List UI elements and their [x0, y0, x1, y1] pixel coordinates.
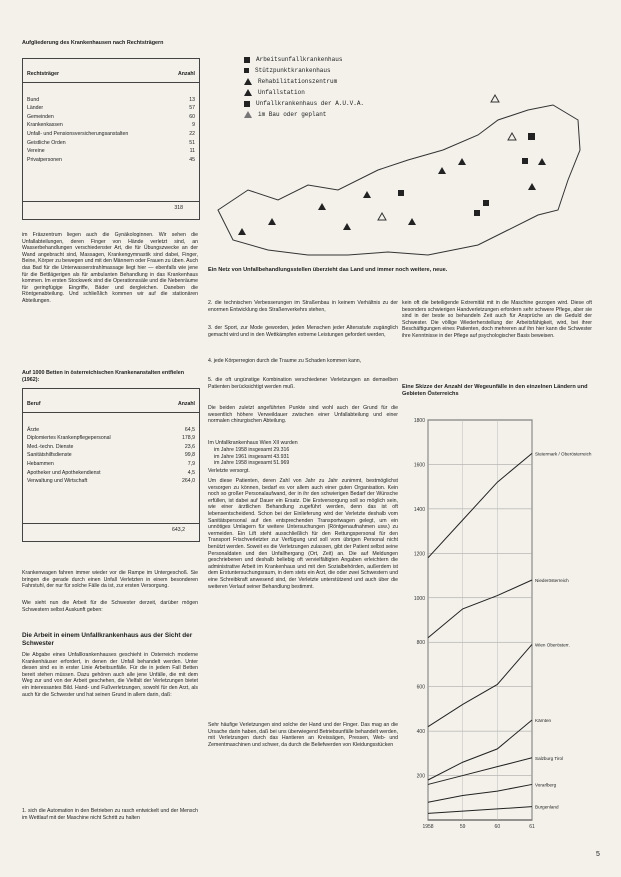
planned-markers	[378, 95, 516, 220]
table2-total: 643,2	[172, 527, 185, 533]
station-marker	[538, 158, 546, 165]
table1-title: Aufgliederung des Krankenhausen nach Rechtsträgern	[22, 40, 164, 46]
table1-col-count: Anzahl	[177, 71, 195, 77]
y-tick-label: 400	[416, 729, 425, 736]
table1-header	[23, 59, 199, 83]
stat-line: im Jahre 1958 insgesamt 29.316	[214, 447, 290, 453]
row-value: 13	[189, 96, 195, 103]
table-row	[27, 148, 195, 155]
station-marker	[363, 191, 371, 198]
hospital-marker	[528, 133, 535, 140]
station-marker	[408, 218, 416, 225]
planned-marker	[491, 95, 499, 102]
series-label: Niederösterreich	[535, 578, 569, 583]
table-row	[27, 470, 195, 477]
table1-body	[23, 83, 199, 164]
col2-para3: Um diese Patienten, deren Zahl von Jahr zu Jahr zunimmt, bestmöglichst versorgen zu können, bedarf es vor allem auch einer guten Organisation. Kein noch so großer Personalaufwand, der in ihr den schwierigen Bedarf der Wünsche erfüllen, ist dabei auf Dauer ein Ersatz. Die Erstversorgung soll so möglich sein, wie einer ärztlichen Behandlung zugeführt werden, denn das ist oft lebensentscheidend. Schon bei der Einlieferung wird der Verletzte deshalb vom Sanitätspersonal auf den entsprechenden Transportwagen gelegt, um ein unnötiges Umlagern für weitere Untersuchungen (Röntgenaufnahmen usw.) zu vermeiden. Ein Lift steht ausschließlich für den Rettungspersonal für den Transport Frischverletzter zur Verfügung und soll vom übrigen Personal nicht benützt werden. Soweit es die Verletzungen zulassen, gibt der Patient selbst seine Personaldaten und den Unfallhergang (Ort, Zeit) an. Die auf Meldungen geschriebenen und deshalb beliebig oft vervielfältigten Angaben erleichtern die administrative Arbeit im Krankenhaus und mit den Sozialbehörden, außerdem ist dem Erstuntersuchungsraum, in dem stets ein Arzt, die oder zwei Schwestern und eine Schreibkraft anwesend sind, der Verletzte unterstützend und auch über die weiteren Verlauf seiner Behandlung bestimmt.	[208, 478, 398, 590]
series-line	[428, 758, 532, 785]
series-label: Vorarlberg	[535, 782, 557, 788]
row-label: Ärzte	[27, 426, 40, 433]
series-line	[428, 644, 532, 726]
row-value: 60	[189, 113, 195, 120]
map-caption: Ein Netz von Unfallbehandlungsstellen überzieht das Land und immer noch weitere, neue.	[208, 267, 448, 273]
chart-title: Eine Skizze der Anzahl der Wegeunfälle in den einzelnen Ländern und Gebieten Österreichs	[402, 384, 588, 397]
table-row	[27, 140, 195, 147]
x-tick-label: 60	[494, 824, 501, 830]
page-number: 5	[596, 851, 600, 858]
table-row	[27, 122, 195, 129]
row-label: Gemeinden	[27, 113, 54, 120]
table2	[22, 388, 200, 542]
station-marker	[268, 218, 276, 225]
austria-map	[208, 40, 600, 265]
row-value: 23,6	[184, 443, 195, 450]
table2-body	[23, 413, 199, 485]
series-label: Kärnten	[535, 718, 552, 723]
planned-marker	[508, 133, 516, 140]
row-label: Sanitätshilfsdienste	[27, 452, 72, 459]
col2-para1: Die beiden zuletzt angeführten Punkte sind wohl auch der Grund für die wesentlich höhere Verweildauer zwischen einer Unfallabteilung und einer normalen chirurgischen Abteilung.	[208, 405, 398, 425]
table-row	[27, 157, 195, 164]
table-row	[27, 105, 195, 112]
map-svg	[208, 40, 600, 265]
col2-list5: 5. die oft ungünstige Kombination verschiedener Verletzungen an demselben Patienten berücksichtigt werden muß.	[208, 377, 398, 390]
row-label: Apotheker und Apothekendienst	[27, 469, 101, 476]
planned-marker	[378, 213, 386, 220]
series-label: Wien Oberösterr.	[535, 642, 570, 648]
y-tick-label: 1000	[413, 595, 425, 602]
row-value: 64,5	[184, 426, 195, 433]
series-line	[428, 784, 532, 802]
row-label: Hebammen	[27, 460, 54, 467]
legend-label: Arbeitsunfallkrankenhaus	[256, 56, 343, 63]
station-marker	[238, 228, 246, 235]
table-row	[27, 461, 195, 468]
x-tick-label: 59	[459, 824, 466, 830]
row-value: 45	[189, 156, 195, 163]
table1-total: 318	[174, 205, 183, 211]
row-label: Privatpersonen	[27, 156, 62, 163]
y-tick-label: 1600	[413, 462, 425, 469]
hospital-marker	[522, 158, 528, 164]
hospital-marker	[474, 210, 480, 216]
table2-header	[23, 389, 199, 413]
y-tick-label: 1400	[413, 506, 425, 513]
y-tick-label: 200	[416, 773, 425, 780]
legend-label: Rehabilitationszentrum	[258, 78, 338, 85]
table2-col-label: Beruf	[27, 401, 41, 407]
series-line	[428, 453, 532, 557]
hospital-marker	[398, 190, 404, 196]
col3-para1: kein oft die beteiligende Extremität mit in die Maschine gezogen wird. Diese oft besonders schwierigen Handverletzungen erfordern sehr schwere Pflege, aber sie sind in der beste so behandeln Zeit auch für Ansprüche an die Geduld der Schwester. Die völlige Wiederherstellung der Arbeitsfähigkeit, wird, bei ihrer Beschäftigungen eines Patienten, doch mehreren auf ihn hier kann die Schwester ihre Kenntnisse in der Pflege auf psychologischer Basis beweisen.	[402, 300, 592, 339]
x-tick-label: 61	[529, 824, 535, 830]
legend-label: Unfallkrankenhaus der A.U.V.A.	[256, 100, 365, 107]
row-value: 51	[189, 139, 195, 146]
station-marker	[458, 158, 466, 165]
row-value: 57	[189, 105, 195, 112]
table1	[22, 58, 200, 220]
station-marker	[528, 183, 536, 190]
y-tick-label: 1800	[413, 418, 425, 424]
table-row	[27, 427, 195, 434]
row-value: 99,8	[184, 452, 195, 459]
col2-stats	[214, 447, 394, 467]
legend-label: im Bau oder geplant	[258, 111, 327, 118]
col2-list2: 2. die technischen Verbesserungen im Straßenbau in keinem Verhältnis zu der enormen Entwicklung des Straßenverkehrs stehen,	[208, 300, 398, 313]
row-value: 264,0	[182, 478, 195, 485]
series-line	[428, 807, 532, 814]
row-label: Vereine	[27, 148, 45, 155]
row-value: 178,9	[182, 435, 195, 442]
row-label: Krankenkassen	[27, 122, 63, 129]
x-tick-label: 1958	[422, 824, 434, 830]
row-value: 22	[189, 130, 195, 137]
col1-para2: Krankenwagen fahren immer wieder vor die Rampe im Untergeschoß. Sie bringen die gerade durch einen Unfall Verletzten in einem besonderen Fahrstuhl, der nur für solche Fälle da ist, zur ersten Versorgung.	[22, 570, 198, 590]
map-markers	[238, 133, 546, 235]
table-row	[27, 444, 195, 451]
col1-para4: Die Abgabe eines Unfallkrankenhauses geschieht in Österreich moderne Krankenhäuser erfordert, in denen der Unfall behandelt werden. Unter diesen sind es in erster Linie Arbeitsunfälle. Für die in jedem Fall Betten bereit stehen müssen. Dazu gehören auch alle jene Unfälle, die mit dem Weg zur und von der Arbeit geschehen, die Vielfalt der Verletzungen bietet ein interessantes Bild. Hand- und Fußverletzungen, sowohl für den Arzt, als auch für die Schwester und hat seinen Grund in allem darin, daß:	[22, 652, 198, 698]
station-marker	[318, 203, 326, 210]
stat-line: im Jahre 1961 insgesamt 43.931	[214, 453, 290, 460]
row-label: Unfall- und Pensionsversicherungsanstalten	[27, 130, 129, 137]
series-line	[428, 580, 532, 638]
col2-para2-intro: Im Unfallkrankenhaus Wien XII wurden	[208, 440, 298, 446]
col1-list1: 1. sich die Automation in den Betrieben zu rasch entwickelt und der Mensch im Wettlauf mit der Maschine nicht Schritt zu halten	[22, 808, 198, 821]
legend-label: Stützpunktkrankenhaus	[255, 67, 331, 74]
col2-para4: Sehr häufige Verletzungen sind solche der Hand und der Finger. Das mag an die Ursache darin haben, daß bei uns überwiegend Betriebsunfälle behandelt werden, mit Verletzungen durch das Hantieren an Kreissägen, Pressen, Web- und Zementmaschinen und schwer, da durch die Beliefwerden von Kleidungsstücken	[208, 722, 398, 748]
row-value: 4,5	[187, 469, 195, 476]
row-value: 11	[189, 148, 195, 155]
row-label: Med.-techn. Dienste	[27, 443, 74, 450]
table-row	[27, 114, 195, 121]
y-tick-label: 1200	[413, 551, 425, 558]
row-label: Länder	[27, 105, 44, 112]
row-label: Diplomiertes Krankenpflegepersonal	[27, 435, 111, 442]
table-row	[27, 452, 195, 459]
legend-label: Unfallstation	[258, 89, 305, 96]
series-label: Steiermark / Oberösterreich	[535, 451, 592, 457]
station-marker	[438, 167, 446, 174]
col2-para2-end: Verletzte versorgt.	[208, 468, 250, 474]
table-row	[27, 97, 195, 104]
table2-title: Auf 1000 Betten in österreichischen Krankenanstalten entfielen (1962):	[22, 370, 185, 383]
series-label: Salzburg Tirol	[535, 755, 564, 761]
row-value: 7,9	[187, 460, 195, 467]
table1-col-label: Rechtsträger	[27, 71, 60, 77]
stat-line: im Jahre 1958 insgesamt 51.969	[214, 460, 290, 467]
hospital-marker	[483, 200, 489, 206]
line-chart	[402, 400, 602, 830]
station-marker	[343, 223, 351, 230]
y-tick-label: 800	[416, 640, 425, 647]
col1-heading: Die Arbeit in einem Unfallkrankenhaus aus der Sicht der Schwester	[22, 632, 193, 647]
table-row	[27, 435, 195, 442]
austria-outline	[218, 105, 580, 255]
series-label: Burgenland	[535, 804, 559, 810]
row-label: Verwaltung und Wirtschaft	[27, 478, 88, 485]
row-label: Geistliche Orden	[27, 139, 66, 146]
col2-list4: 4. jede Körperregion durch die Traume zu Schaden kommen kann,	[208, 358, 362, 364]
y-tick-label: 600	[416, 684, 425, 691]
chart-frame	[428, 420, 532, 820]
row-label: Bund	[27, 96, 40, 103]
col1-para3: Wie sieht nun die Arbeit für die Schwester derzeit, darüber mögen Schwestern selbst Auskunft geben:	[22, 600, 198, 613]
table-row	[27, 131, 195, 138]
table-row	[27, 478, 195, 485]
table2-col-count: Anzahl	[177, 401, 195, 407]
col2-list3: 3. der Sport, zur Mode geworden, jeden Menschen jeder Altersstufe zugänglich gemacht wird und in den Wettkämpfen extreme Leistungen gefordert werden,	[208, 325, 398, 338]
row-value: 9	[192, 122, 195, 129]
col1-para1: im Fräszentrum liegen auch die Gynäkologinnen. Wir sehen die Unfallabteilungen, deren Finger von Hände verletzt sind, an Wasserbehandlungen verschiedenster Art, die für Übungszwecke an der Wand angebracht sind, Massagen, Krankengymnastik sind dabei, Finger, Beine, Körper zu bewegen und mit den Männern oder Frauen zu üben. Auch das Bad für die Unterwasserstrahlmassage liegt hier — ebenfalls wie jene für die Bettlägerigen als für ambulanten Behandlung in das Krankenhaus kommen. Im ersten Stockwerk sind die Operationssäle und die Nebenräume für geringfügige Eingriffe, Bäder und dergleichen. Daneben die Röntgenabteilung. Und schließlich kommen wir auf die stationären Abteilungen.	[22, 232, 198, 304]
